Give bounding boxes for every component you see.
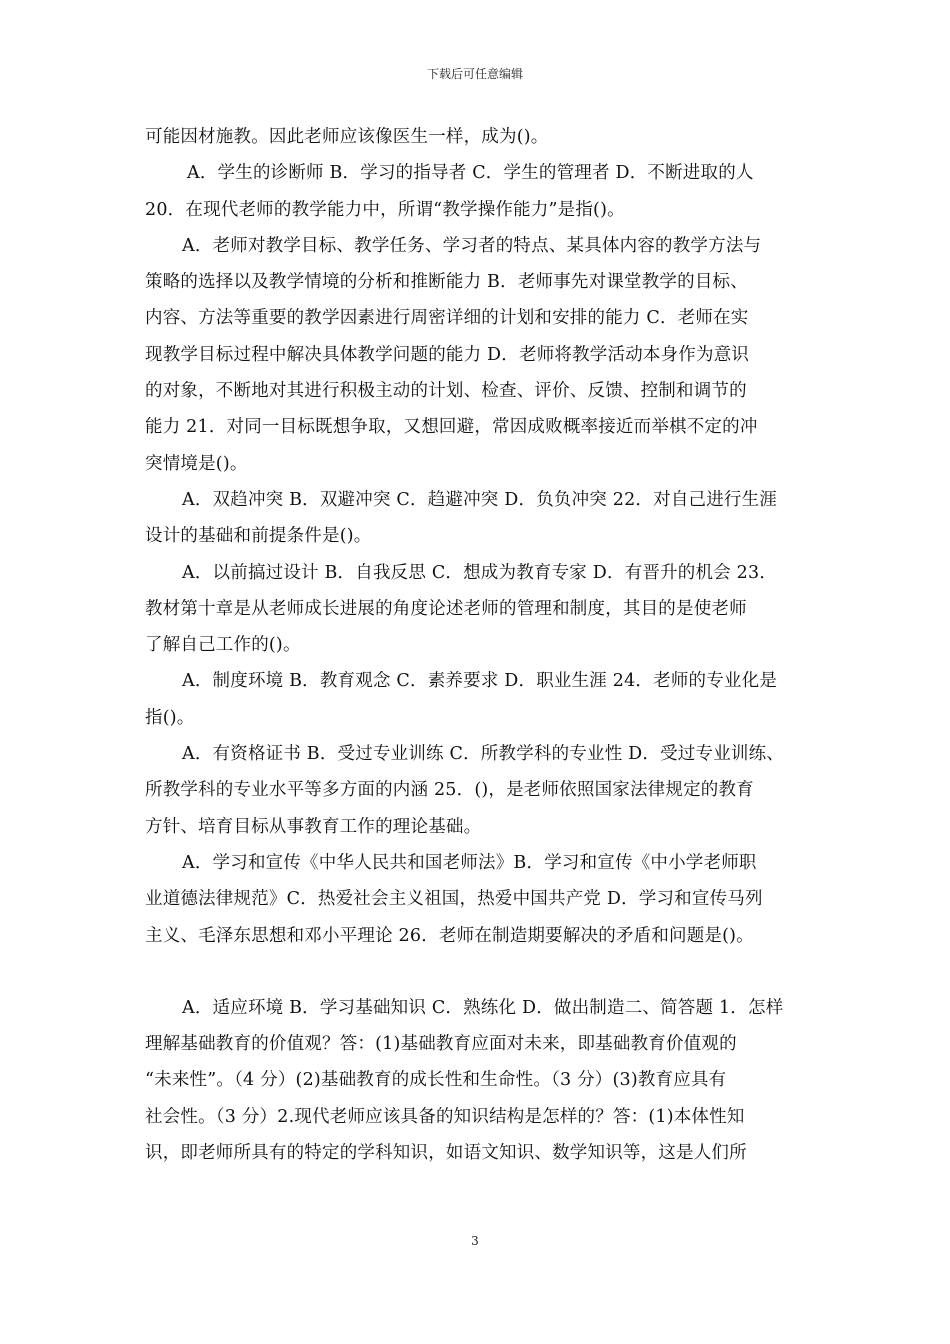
question-line: 20．在现代老师的教学能力中，所谓“教学操作能力”是指()。 xyxy=(145,199,625,220)
answer-options-line: A．制度环境 B．教育观念 C．素养要求 D．职业生涯 24．老师的专业化是 xyxy=(182,671,778,692)
answer-options-line: A．学习和宣传《中华人民共和国老师法》B．学习和宣传《中小学老师职 xyxy=(182,852,757,873)
text-line: 指()。 xyxy=(145,707,195,728)
answer-options-line: A．双趋冲突 B．双避冲突 C．趋避冲突 D．负负冲突 22．对自己进行生涯 xyxy=(182,489,778,510)
text-line: 内容、方法等重要的教学因素进行周密详细的计划和安排的能力 C．老师在实 xyxy=(145,308,749,329)
text-line: 方针、培育目标从事教育工作的理论基础。 xyxy=(145,816,482,837)
text-line: 策略的选择以及教学情境的分析和推断能力 B．老师事先对课堂教学的目标、 xyxy=(145,272,748,293)
text-line: 能力 21．对同一目标既想争取，又想回避，常因成败概率接近而举棋不定的冲 xyxy=(145,417,758,438)
text-line: 教材第十章是从老师成长进展的角度论述老师的管理和制度，其目的是使老师 xyxy=(145,598,747,619)
text-line: 业道德法律规范》C．热爱社会主义祖国，热爱中国共产党 D．学习和宣传马列 xyxy=(145,889,763,910)
text-line: 设计的基础和前提条件是()。 xyxy=(145,526,372,547)
text-line: 现教学目标过程中解决具体教学问题的能力 D．老师将教学活动本身作为意识 xyxy=(145,344,750,365)
answer-options-line: A．以前搞过设计 B．自我反思 C．想成为教育专家 D．有晋升的机会 23． xyxy=(182,562,778,583)
page-number: 3 xyxy=(471,1234,479,1248)
answer-options-line: A．适应环境 B．学习基础知识 C．熟练化 D．做出制造二、简答题 1．怎样 xyxy=(182,997,784,1018)
text-line: 识，即老师所具有的特定的学科知识，如语文知识、数学知识等，这是人们所 xyxy=(145,1143,747,1164)
text-line: “未来性”。（4 分）(2)基础教育的成长性和生命性。（3 分）(3)教育应具有 xyxy=(145,1070,727,1091)
answer-options-line: A．老师对教学目标、教学任务、学习者的特点、某具体内容的教学方法与 xyxy=(182,235,762,256)
text-line: 可能因材施教。因此老师应该像医生一样，成为()。 xyxy=(145,127,549,147)
answer-options-line: A．学生的诊断师 B．学习的指导者 C．学生的管理者 D．不断进取的人 xyxy=(187,163,754,184)
text-line: 主义、毛泽东思想和邓小平理论 26．老师在制造期要解决的矛盾和问题是()。 xyxy=(145,925,754,946)
text-line: 的对象，不断地对其进行积极主动的计划、检查、评价、反馈、控制和调节的 xyxy=(145,381,747,402)
text-line: 突情境是()。 xyxy=(145,453,248,474)
paragraph-gap xyxy=(145,954,811,990)
text-line: 理解基础教育的价值观？答：(1)基础教育应面对未来，即基础教育价值观的 xyxy=(145,1034,737,1055)
text-line: 社会性。（3 分）2.现代老师应该具备的知识结构是怎样的？答：(1)本体性知 xyxy=(145,1106,745,1127)
page-header: 下载后可任意编辑 xyxy=(426,67,523,81)
text-line: 了解自己工作的()。 xyxy=(145,635,301,656)
text-line: 所教学科的专业水平等多方面的内涵 25．()，是老师依照国家法律规定的教育 xyxy=(145,780,754,801)
answer-options-line: A．有资格证书 B．受过专业训练 C．所教学科的专业性 D．受过专业训练、 xyxy=(182,744,785,765)
document-body xyxy=(145,119,811,1171)
